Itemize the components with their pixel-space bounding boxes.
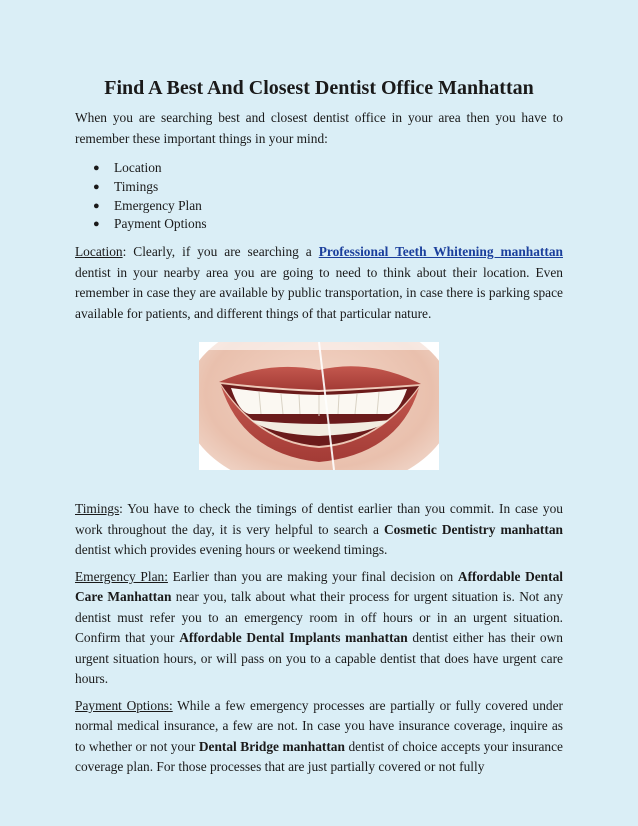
timings-paragraph: Timings: You have to check the timings of dentist earlier than you commit. In case you work throughout the day, it is very helpful to search a Cosmetic Dentistry manhattan dentist which provides evening hours or weekend timings. — [75, 501, 563, 558]
intro-paragraph: When you are searching best and closest dentist office in your area then you have to remember these important things in your mind: — [75, 110, 563, 146]
location-label: Location — [75, 244, 123, 260]
timings-label: Timings — [75, 501, 120, 517]
page-title: Find A Best And Closest Dentist Office Manhattan — [104, 77, 534, 99]
list-item: ● Emergency Plan — [114, 197, 563, 216]
bullet-icon: ● — [93, 162, 100, 174]
list-item: ● Payment Options — [114, 215, 563, 234]
emergency-paragraph: Emergency Plan: Earlier than you are making your final decision on Affordable Dental Care Manhattan near you, talk about what their process for urgent situation is. Not any dentist must refer you to an emergency room in off hours or in an urgent situation. Confirm that your Affordable Dental Implants manhattan dentist either has their own urgent situation hours, or will pass on you to a capable dentist that does have urgent care hours. — [75, 568, 564, 687]
bullet-list — [75, 159, 563, 234]
list-item: ● Timings — [114, 178, 563, 197]
bullet-icon: ● — [93, 180, 100, 193]
payment-label: Payment Options: — [75, 697, 173, 713]
affordable-dental-care-text: Affordable Dental Care Manhattan — [75, 568, 564, 605]
location-paragraph: Location: Clearly, if you are searching a Professional Teeth Whitening manhattan dentist in your nearby area you are going to need to think about their location. Even remember in case they are available by public transportation, in case there is parking space available for patients, and different things of that particular nature. — [75, 244, 563, 321]
payment-paragraph: Payment Options: While a few emergency processes are partially or fully covered under normal medical insurance, a few are not. In case you have insurance coverage, inquire as to whether or not your Dental Bridge manhattan dentist of choice accepts your insurance coverage plan. For those processes that are just partially covered or not fully — [75, 697, 564, 775]
list-item: ● Location — [114, 159, 563, 178]
smile-image — [199, 342, 439, 470]
bullet-icon: ● — [93, 218, 100, 231]
cosmetic-dentistry-text: Cosmetic Dentistry manhattan — [383, 521, 563, 537]
emergency-label: Emergency Plan: — [75, 568, 168, 584]
bullet-icon: ● — [93, 199, 100, 212]
affordable-dental-implants-text: Affordable Dental Implants manhattan — [179, 630, 408, 646]
teeth-whitening-link[interactable]: Professional Teeth Whitening manhattan — [318, 244, 563, 260]
dental-bridge-text: Dental Bridge manhattan — [198, 738, 345, 754]
